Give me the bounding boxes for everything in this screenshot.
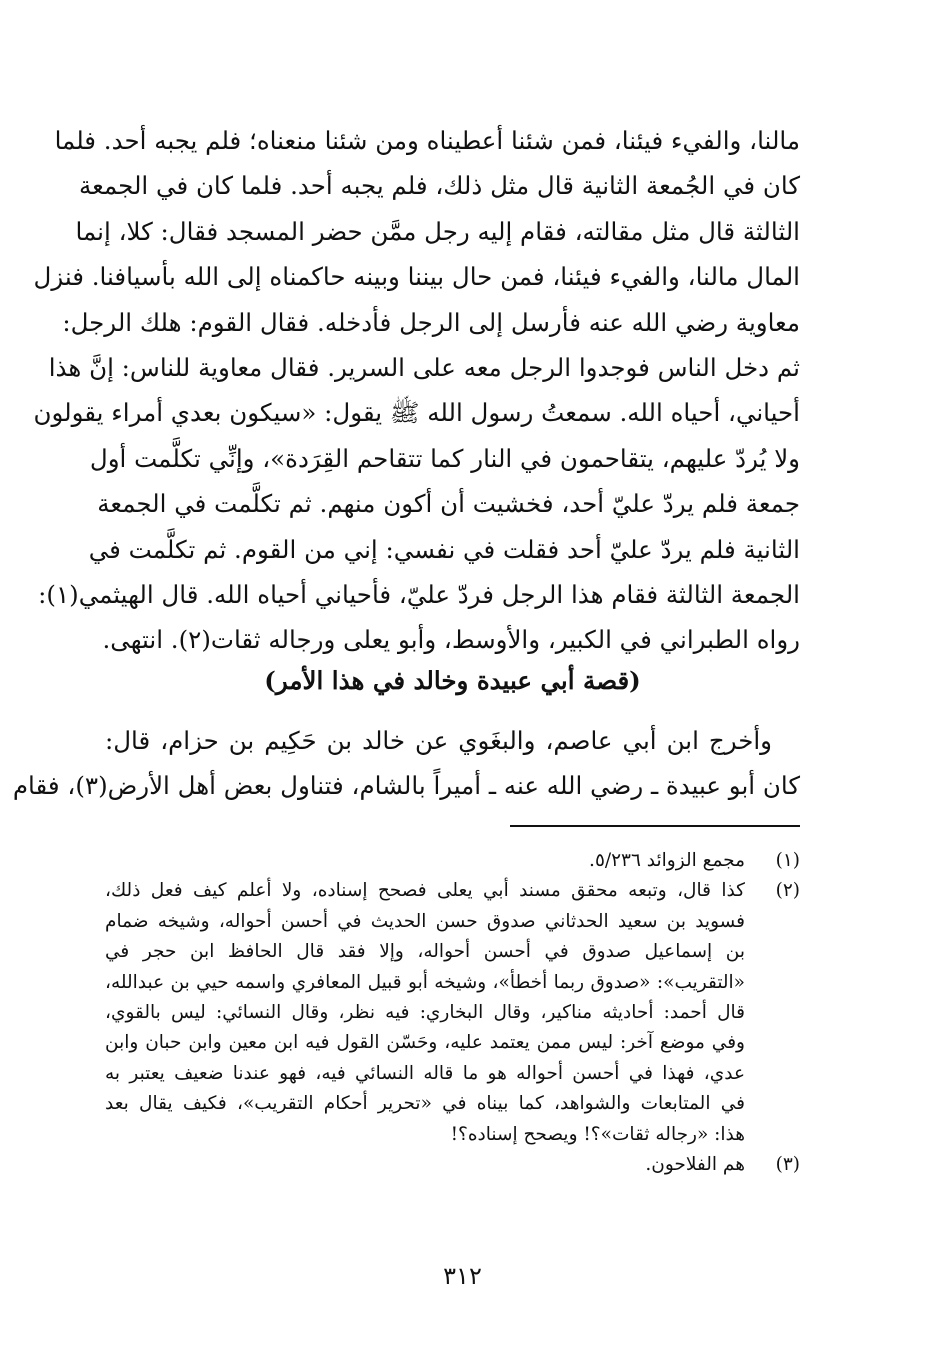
text-line: كان في الجُمعة الثانية قال مثل ذلك، فلم يجبه أحد. فلما كان في الجمعة xyxy=(79,171,800,201)
footnote-line: هذا: «رجاله ثقات»؟! ويصحح إسناده؟! xyxy=(450,1123,745,1145)
footnote xyxy=(105,876,800,1150)
footnote-line: كذا قال، وتبعه محقق مسند أبي يعلى فصحح إسناده، ولا أعلم كيف فعل ذلك، xyxy=(105,880,745,902)
footnote-divider xyxy=(510,825,800,827)
footnote xyxy=(105,846,800,876)
footnote-line: هم الفلاحون. xyxy=(645,1153,745,1175)
paragraph-block xyxy=(12,718,800,809)
text-line: ثم دخل الناس فوجدوا الرجل معه على السرير. فقال معاوية للناس: إنَّ هذا xyxy=(48,352,800,382)
footnotes-block xyxy=(105,846,800,1180)
footnote-line: وفي موضع آخر: ليس ممن يعتمد عليه، وحَسّن القول فيه ابن معين وابن حبان وابن xyxy=(105,1032,745,1054)
text-line: الجمعة الثالثة فقام هذا الرجل فردّ عليّ، فأحياني أحياه الله. قال الهيثمي(١): xyxy=(38,579,800,609)
footnote-line: فسويد بن سعيد الحدثاني صدوق حسن الحديث في أحسن أحواله، وشيخه ضمام xyxy=(105,910,745,932)
main-text-block xyxy=(33,118,800,663)
text-line: مالنا، والفيء فيئنا، فمن شئنا أعطيناه ومن شئنا منعناه؛ فلم يجبه أحد. فلما xyxy=(54,126,800,155)
text-line: أحياني، أحياه الله. سمعتُ رسول الله ﷺ يقول: «سيكون بعدي أمراء يقولون xyxy=(33,398,800,428)
footnote-number: (٢) xyxy=(775,880,800,902)
text-line: ولا يُردّ عليهم، يتقاحمون في النار كما تتقاحم القِرَدة»، وإنِّي تكلَّمت أول xyxy=(89,443,800,473)
section-heading: (قصة أبي عبيدة وخالد في هذا الأمر) xyxy=(264,666,641,695)
text-line: وأخرج ابن أبي عاصم، والبغَوي عن خالد بن حَكِيم بن حزام، قال: xyxy=(105,726,772,755)
footnote xyxy=(105,1150,800,1180)
text-line: الثالثة قال مثل مقالته، فقام إليه رجل ممَّن حضر المسجد فقال: كلا، إنما xyxy=(75,216,800,246)
footnote-line: «التقريب»: «صدوق ربما أخطأ»، وشيخه أبو قبيل المعافري واسمه حيي بن عبدالله، xyxy=(105,971,745,993)
footnote-line: مجمع الزوائد ٥/٢٣٦. xyxy=(589,850,745,871)
text-line: رواه الطبراني في الكبير، والأوسط، وأبو يعلى ورجاله ثقات(٢). انتهى. xyxy=(102,625,800,655)
page-number: ٣١٢ xyxy=(443,1262,482,1290)
footnote-number: (٣) xyxy=(775,1153,800,1175)
footnote-line: قال أحمد: أحاديثه مناكير، وقال البخاري: فيه نظر، وقال النسائي: ليس بالقوي، xyxy=(105,1001,745,1023)
footnote-line: عدي، فهذا في أحسن أحواله هو ما قاله النسائي فيه، فهو عندنا ضعيف يعتبر به xyxy=(105,1062,745,1084)
text-line: كان أبو عبيدة ـ رضي الله عنه ـ أميراً بالشام، فتناول بعض أهل الأرض(٣)، فقام xyxy=(12,771,800,801)
text-line: جمعة فلم يردّ عليّ أحد، فخشيت أن أكون منهم. ثم تكلَّمت في الجمعة xyxy=(97,489,800,519)
text-line: المال مالنا، والفيء فيئنا، فمن حال بيننا وبينه حاكمناه إلى الله بأسيافنا. فنزل xyxy=(33,262,800,292)
footnote-line: بن إسماعيل صدوق في أحسن أحواله، وإلا فقد قال الحافظ ابن حجر في xyxy=(105,941,745,963)
footnote-number: (١) xyxy=(775,850,800,871)
text-line: الثانية فلم يردّ عليّ أحد فقلت في نفسي: إني من القوم. ثم تكلَّمت في xyxy=(88,534,800,564)
footnote-line: في المتابعات والشواهد، كما بيناه في «تحرير أحكام التقريب»، فكيف يقال بعد xyxy=(105,1093,745,1115)
text-line: معاوية رضي الله عنه فأرسل إلى الرجل فأدخله. فقال القوم: هلك الرجل: xyxy=(62,307,800,337)
